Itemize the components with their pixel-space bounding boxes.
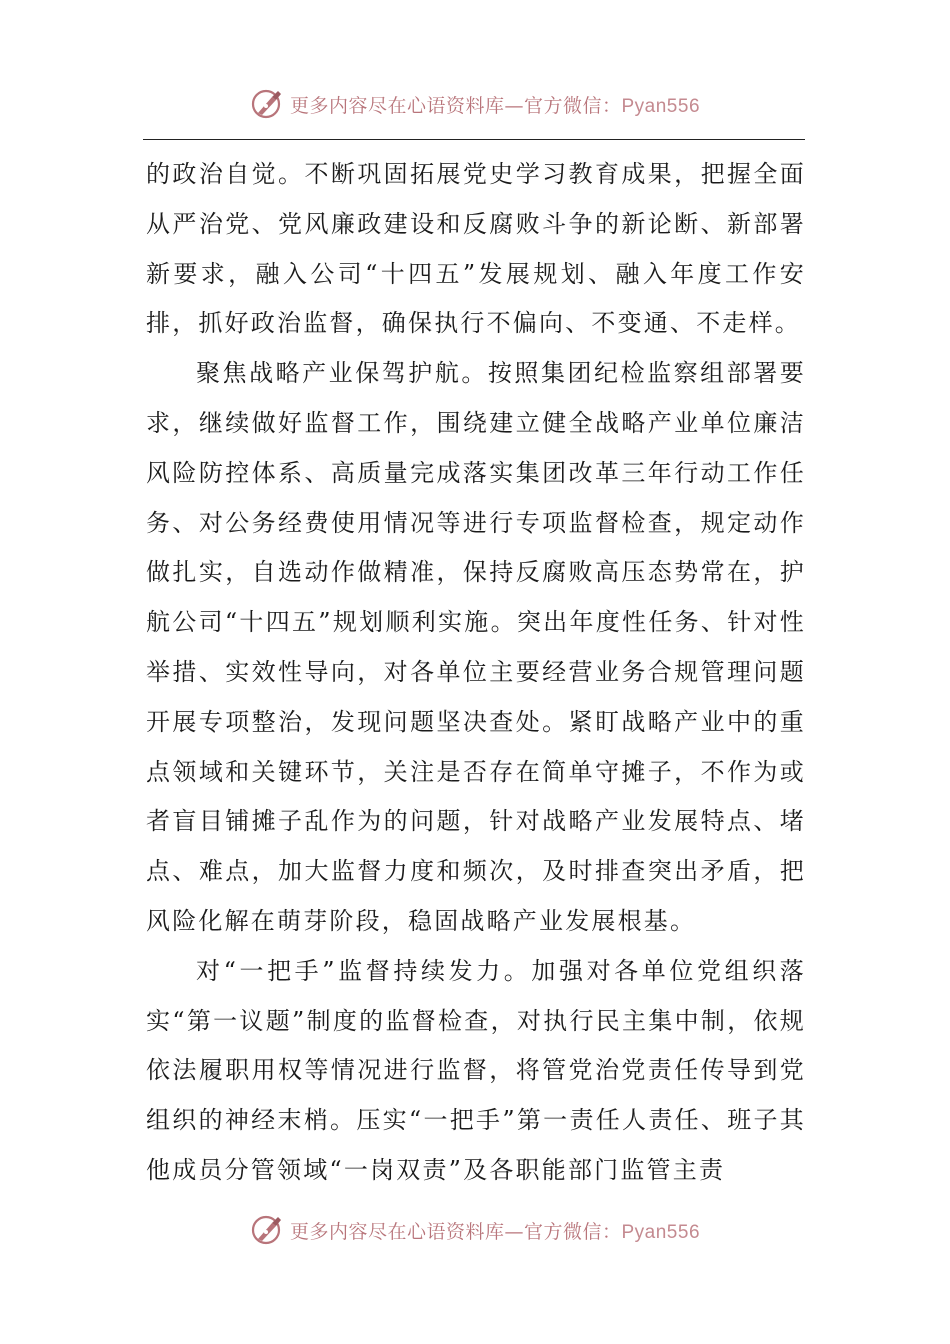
pen-nib-logo-icon: [250, 87, 284, 121]
document-body: [146, 150, 806, 1196]
paragraph-1: 的政治自觉。不断巩固拓展党史学习教育成果，把握全面从严治党、党风廉政建设和反腐败斗争的新论断、新部署新要求，融入公司“十四五”发展规划、融入年度工作安排，抓好政治监督，确保执行不偏向、不变通、不走样。: [146, 160, 806, 338]
pen-nib-logo-icon: [250, 1213, 284, 1247]
header-banner-text: 更多内容尽在心语资料库—官方微信：Pyan556: [289, 94, 701, 117]
header-banner: [0, 84, 950, 124]
footer-banner: [0, 1210, 950, 1250]
footer-wechat-id: Pyan556: [621, 1221, 701, 1243]
header-divider: [143, 139, 805, 140]
header-wechat-id: Pyan556: [621, 95, 701, 117]
paragraph-2: 聚焦战略产业保驾护航。按照集团纪检监察组部署要求，继续做好监督工作，围绕建立健全战略产业单位廉洁风险防控体系、高质量完成落实集团改革三年行动工作任务、对公务经费使用情况等进行专项监督检查，规定动作做扎实，自选动作做精准，保持反腐败高压态势常在，护航公司“十四五”规划顺利实施。突出年度性任务、针对性举措、实效性导向，对各单位主要经营业务合规管理问题开展专项整治，发现问题坚决查处。紧盯战略产业中的重点领域和关键环节，关注是否存在简单守摊子，不作为或者盲目铺摊子乱作为的问题，针对战略产业发展特点、堵点、难点，加大监督力度和频次，及时排查突出矛盾，把风险化解在萌芽阶段，稳固战略产业发展根基。: [146, 359, 806, 935]
paragraph-3: 对“一把手”监督持续发力。加强对各单位党组织落实“第一议题”制度的监督检查，对执行民主集中制，依规依法履职用权等情况进行监督，将管党治党责任传导到党组织的神经末梢。压实“一把手”第一责任人责任、班子其他成员分管领域“一岗双责”及各职能部门监管主责: [146, 956, 806, 1184]
footer-banner-text: 更多内容尽在心语资料库—官方微信：Pyan556: [289, 1220, 701, 1243]
